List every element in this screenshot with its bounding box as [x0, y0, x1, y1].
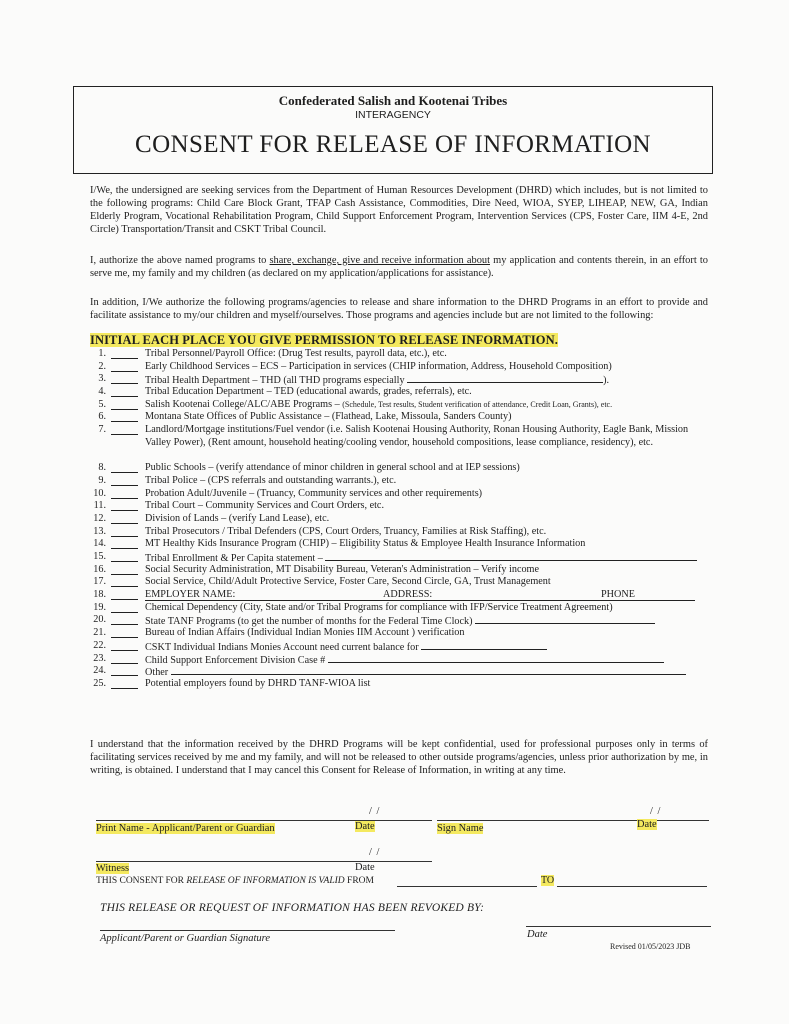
item-number: 22. [93, 639, 106, 651]
valid-to-line[interactable] [557, 886, 707, 887]
item-number: 25. [93, 677, 106, 689]
item-number: 16. [93, 563, 106, 575]
witness-label-text: Witness [96, 863, 130, 874]
initial-field[interactable] [111, 500, 138, 511]
item-number: 12. [93, 512, 106, 524]
item-text [145, 399, 720, 412]
item-number: 13. [93, 525, 106, 537]
initial-field[interactable] [111, 462, 138, 473]
item-number: 4. [98, 386, 106, 398]
item-text-start: Tribal Enrollment & Per Capita statement – [145, 553, 323, 565]
item-number: 3. [98, 373, 106, 385]
balance-fill-field[interactable] [421, 640, 547, 650]
initial-field[interactable] [111, 589, 138, 600]
item-text: Tribal Prosecutors / Tribal Defenders (CPS, Court Orders, Truancy, Families at Risk Staffing), etc. [145, 525, 547, 537]
initial-field[interactable] [111, 526, 138, 537]
initial-field[interactable] [111, 361, 138, 372]
item-number: 10. [93, 487, 106, 499]
sign-name-label-text: Sign Name [437, 823, 484, 834]
item-number: 11. [93, 500, 106, 512]
applicant-signature-label: Applicant/Parent or Guardian Signature [100, 933, 271, 944]
item-number: 20. [93, 614, 106, 626]
authorization-text-underlined: share, exchange, give and receive information about [269, 255, 490, 266]
list-item [90, 665, 720, 678]
to-label-text: TO [541, 875, 555, 886]
list-item [90, 399, 720, 412]
item-text: Chemical Dependency (City, State and/or Tribal Programs for compliance with IFP/Service Treatment Agreement) [145, 601, 613, 613]
list-item [90, 576, 720, 589]
header-subtitle: INTERAGENCY [355, 109, 431, 121]
list-item [90, 653, 720, 666]
item-number: 17. [93, 576, 106, 588]
list-item [90, 475, 720, 488]
item-text: MT Healthy Kids Insurance Program (CHIP) – Eligibility Status & Employee Health Insurance Information [145, 538, 586, 550]
initial-field[interactable] [111, 627, 138, 638]
confidentiality-paragraph: I understand that the information received by the DHRD Programs will be kept confidential, used for professional purposes only in terms of facilitating services received by me and my family, and will not be released to other outside programs/agencies, unless prior authorization by me, in writing, is obtained. I understand that I may cancel this Consent for Release of Information, in writing at any time. [90, 739, 708, 776]
intro-paragraph: I/We, the undersigned are seeking services from the Department of Human Resources Development (DHRD) which includes, but is not limited to the following programs: Child Care Block Grant, TFAP Cash Assistance, Commodities, Dire Need, WIOA, SYEP, LIHEAP, NEW, GA, Indian Elderly Program, Vocational Rehabilitation Program, Child Support Enforcement Program, Intervention Services (CPS, Foster Care, IIM 4-E, 2nd Circle) Transportation/Transit and CSKT Tribal Council. [90, 185, 708, 235]
initial-field[interactable] [111, 602, 138, 613]
list-item [90, 373, 720, 386]
item-text-start: State TANF Programs (to get the number of months for the Federal Time Clock) [145, 616, 473, 628]
initial-field[interactable] [111, 513, 138, 524]
initial-field[interactable] [111, 640, 138, 651]
initial-field[interactable] [111, 424, 138, 435]
witness-label [96, 863, 129, 874]
revision-note: Revised 01/05/2023 JDB [610, 942, 691, 951]
initial-instruction-text: INITIAL EACH PLACE YOU GIVE PERMISSION TO RELEASE INFORMATION. [90, 333, 558, 347]
list-item [90, 348, 720, 361]
revoked-date-label: Date [527, 929, 548, 940]
valid-period-label [96, 876, 374, 886]
initial-field[interactable] [111, 665, 138, 676]
programs-paragraph: In addition, I/We authorize the following programs/agencies to release and share information to the DHRD Programs in an effort to provide and facilitate assistance to my/our children and myself/ourselves. Those programs and agencies include but are not limited to the following: [90, 297, 708, 321]
sign-name-line[interactable] [437, 820, 709, 821]
item-text: Social Security Administration, MT Disability Bureau, Veteran's Administration – Verify income [145, 563, 539, 575]
item-number: 24. [93, 665, 106, 677]
date-label [355, 821, 375, 832]
item-number: 2. [98, 360, 106, 372]
valid-from-line[interactable] [397, 886, 537, 887]
employer-phone-label: PHONE [601, 589, 635, 601]
program-fill-field[interactable] [407, 373, 603, 383]
date-label-text: Date [637, 819, 657, 830]
list-item [90, 424, 720, 462]
item-number: 14. [93, 538, 106, 550]
initial-field[interactable] [111, 373, 138, 384]
case-number-fill-field[interactable] [328, 653, 664, 663]
date-label: Date [355, 862, 375, 873]
item-number: 8. [98, 462, 106, 474]
authorization-paragraph [90, 254, 708, 280]
item-text: Public Schools – (verify attendance of minor children in general school and at IEP sessions) [145, 462, 520, 474]
list-item [90, 538, 720, 551]
item-text: Landlord/Mortgage institutions/Fuel vendor (i.e. Salish Kootenai Housing Authority, Ronan Housing Authority, Eagle Bank, Mission Valley Power), (Rent amount, household heating/cooling vendor, household compositions, lease compliance, residency), etc. [145, 424, 689, 448]
document-header [73, 86, 713, 174]
item-number: 1. [98, 348, 106, 359]
list-item [90, 386, 720, 399]
item-text: Tribal Education Department – TED (educational awards, grades, referrals), etc. [145, 386, 472, 398]
list-item [90, 488, 720, 501]
authorization-text-end: my application and contents therein, in an effort to serve me, my family and my children (as declared on my application/applications for assistance). [90, 255, 708, 279]
item-text: Probation Adult/Juvenile – (Truancy, Community services and other requirements) [145, 487, 483, 499]
item-text: Tribal Court – Community Services and Court Orders, etc. [145, 500, 385, 512]
date-slashes: / / [369, 806, 381, 817]
permission-list [90, 348, 720, 691]
to-label [541, 875, 554, 886]
initial-field[interactable] [111, 411, 138, 422]
list-item [90, 526, 720, 539]
list-item [90, 564, 720, 577]
initial-field[interactable] [111, 614, 138, 625]
item-number: 9. [98, 474, 106, 486]
organization-name: Confederated Salish and Kootenai Tribes [278, 93, 508, 108]
item-text-start: CSKT Individual Indians Monies Account need current balance for [145, 641, 419, 653]
list-item [90, 627, 720, 640]
initial-field[interactable] [111, 399, 138, 410]
item-text: Montana State Offices of Public Assistance – (Flathead, Lake, Missoula, Sanders County) [145, 411, 512, 423]
initial-field[interactable] [111, 386, 138, 397]
enrollment-fill-field[interactable] [325, 551, 697, 561]
print-name-label [96, 823, 275, 834]
item-text: Social Service, Child/Adult Protective Service, Foster Care, Second Circle, GA, Trust Management [145, 576, 551, 588]
list-item [90, 361, 720, 374]
other-fill-field[interactable] [171, 665, 686, 675]
list-item [90, 500, 720, 513]
item-number: 15. [93, 551, 106, 563]
item-text-start: Child Support Enforcement Division Case # [145, 654, 326, 666]
item-text-end: ). [603, 375, 610, 387]
initial-field[interactable] [111, 564, 138, 575]
date-label-text: Date [355, 821, 375, 832]
initial-field[interactable] [111, 551, 138, 562]
revoked-signature-line[interactable] [100, 930, 395, 931]
initial-instruction [90, 333, 558, 348]
list-item [90, 513, 720, 526]
initial-field[interactable] [111, 678, 138, 689]
initial-field[interactable] [111, 653, 138, 664]
item-number: 7. [98, 424, 106, 436]
item-text-start: Other [145, 667, 169, 679]
date-label [637, 819, 657, 830]
print-name-line[interactable] [96, 820, 432, 821]
list-item [90, 551, 720, 564]
list-item [90, 589, 720, 602]
initial-field[interactable] [111, 475, 138, 486]
item-text: Tribal Police – (CPS referrals and outstanding warrants.), etc. [145, 474, 397, 486]
date-slashes: / / [369, 847, 381, 858]
item-text: Division of Lands – (verify Land Lease), etc. [145, 512, 330, 524]
revoked-label: THIS RELEASE OR REQUEST OF INFORMATION HAS BEEN REVOKED BY: [100, 902, 485, 914]
witness-line[interactable] [96, 861, 432, 862]
item-number: 18. [93, 589, 106, 601]
authorization-text-start: I, authorize the above named programs to [90, 255, 270, 266]
list-item [90, 411, 720, 424]
valid-text-a: THIS CONSENT FOR [96, 876, 187, 886]
list-item [90, 678, 720, 691]
valid-text-c: FROM [344, 876, 374, 886]
item-text-small: (Schedule, Test results, Student verification of attendance, Credit Loan, Grants), etc. [342, 399, 613, 409]
employer-row [145, 589, 695, 601]
initial-field[interactable] [111, 576, 138, 587]
page-title: CONSENT FOR RELEASE OF INFORMATION [135, 131, 651, 158]
list-item [90, 462, 720, 475]
list-item [90, 640, 720, 653]
item-text: Tribal Personnel/Payroll Office: (Drug Test results, payroll data, etc.), etc. [145, 348, 447, 359]
item-number: 21. [93, 627, 106, 639]
initial-field[interactable] [111, 348, 138, 359]
item-number: 5. [98, 398, 106, 410]
item-number: 19. [93, 601, 106, 613]
list-item [90, 602, 720, 615]
tanf-fill-field[interactable] [475, 614, 655, 624]
item-number: 23. [93, 652, 106, 664]
print-name-label-text: Print Name - Applicant/Parent or Guardian [96, 823, 275, 834]
item-text-start: Salish Kootenai College/ALC/ABE Programs – [145, 398, 343, 410]
sign-name-label [437, 823, 483, 834]
item-text: Early Childhood Services – ECS – Participation in services (CHIP information, Address, Household Composition) [145, 360, 612, 372]
item-text: Bureau of Indian Affairs (Individual Indian Monies IIM Account ) verification [145, 627, 465, 639]
item-text: Potential employers found by DHRD TANF-WIOA list [145, 677, 371, 689]
item-number: 6. [98, 411, 106, 423]
initial-field[interactable] [111, 488, 138, 499]
item-text-start: Tribal Health Department – THD (all THD programs especially [145, 375, 405, 387]
employer-name-label: EMPLOYER NAME: [145, 589, 236, 601]
employer-address-label: ADDRESS: [383, 589, 433, 601]
date-slashes: / / [650, 806, 662, 817]
revoked-date-line[interactable] [526, 926, 711, 927]
initial-field[interactable] [111, 538, 138, 549]
valid-text-b: RELEASE OF INFORMATION IS VALID [186, 876, 345, 886]
list-item [90, 614, 720, 627]
